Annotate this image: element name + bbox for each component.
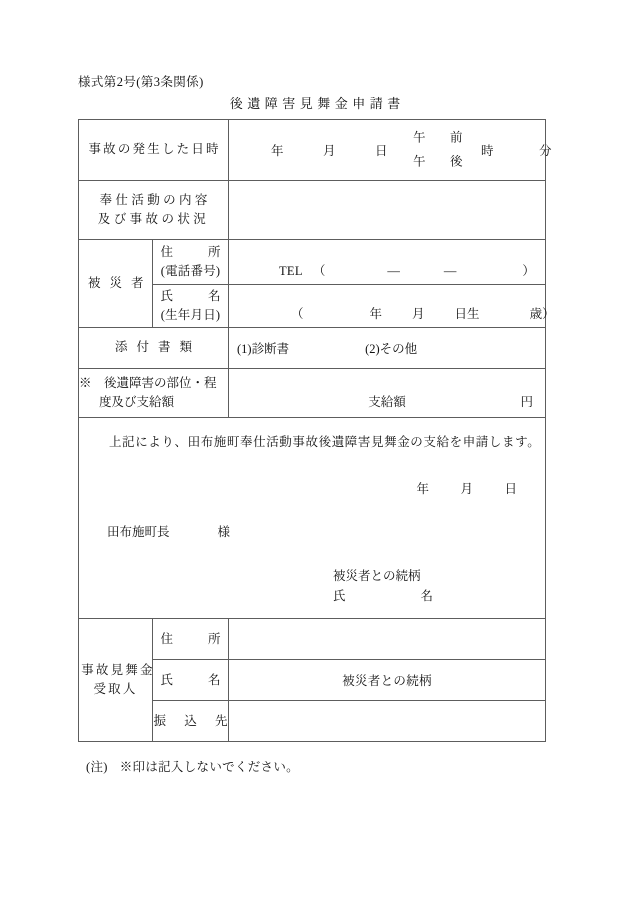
field-pm: 午 後	[413, 155, 469, 169]
birth-open-paren: （	[291, 307, 304, 321]
form-number: 様式第2号(第3条関係)	[78, 75, 204, 89]
value-attachments[interactable]	[229, 328, 546, 369]
label-activity	[79, 181, 229, 240]
label-activity-line2: 及び事故の状況	[97, 212, 210, 226]
application-form-table	[78, 119, 555, 742]
declaration-month: 月	[460, 482, 473, 496]
ampm-group	[407, 126, 469, 175]
table-row-accident-datetime	[79, 120, 546, 181]
declaration-year: 年	[416, 482, 429, 496]
table-row-activity	[79, 181, 546, 240]
footnote	[86, 757, 299, 775]
label-victim: 被災者	[79, 240, 153, 328]
value-payee-name[interactable]: 被災者との続柄	[229, 660, 546, 701]
label-address-line1: 住 所	[160, 245, 221, 260]
birth-month: 月	[412, 307, 425, 321]
tel-label: TEL	[279, 264, 303, 278]
label-disability-line1: ※ 後遺障害の部位・程	[79, 375, 217, 390]
page-title: 後遺障害見舞金申請書	[229, 96, 405, 111]
field-hour: 時	[481, 144, 494, 158]
declaration-text: 上記により、田布施町奉仕活動事故後遺障害見舞金の支給を申請します。	[109, 435, 541, 449]
declaration-block	[79, 418, 546, 619]
field-month: 月	[323, 144, 336, 158]
label-accident-datetime: 事故の発生した日時	[79, 120, 229, 181]
field-minute: 分	[539, 144, 552, 158]
table-row-victim-address	[79, 240, 546, 285]
declaration-signature-block[interactable]	[333, 566, 433, 606]
footnote-text: ※印は記入しないでください。	[119, 760, 299, 774]
birth-day: 日生	[454, 307, 480, 321]
label-victim-name	[153, 285, 229, 328]
declaration-date[interactable]	[416, 479, 517, 497]
value-disability[interactable]	[229, 369, 546, 418]
declaration-honorific: 様	[217, 525, 231, 539]
label-payee	[79, 619, 153, 742]
label-attachments: 添付書類	[79, 328, 229, 369]
label-payee-name: 氏 名	[153, 660, 229, 701]
attachment-item-1: (1)診断書	[237, 342, 290, 356]
table-row-disability	[79, 369, 546, 418]
label-disability	[79, 369, 229, 418]
declaration-name-label: 氏 名	[333, 589, 433, 603]
tel-dash-1: ―	[387, 264, 400, 278]
value-accident-datetime[interactable]	[229, 120, 552, 181]
value-victim-name[interactable]	[229, 285, 555, 328]
label-activity-line1: 奉仕活動の内容	[99, 192, 211, 207]
label-payee-line2: 受取人	[93, 682, 138, 696]
label-payee-bank: 振込先	[153, 701, 229, 742]
tel-open-paren: （	[312, 264, 326, 278]
amount-label: 支給額	[368, 395, 406, 409]
field-year: 年	[271, 144, 284, 158]
declaration-addressee: 田布施町長	[107, 525, 170, 539]
field-am: 午 前	[413, 130, 469, 145]
label-name-line1: 氏 名	[160, 289, 221, 304]
value-payee-address[interactable]	[229, 619, 546, 660]
tel-dash-2: ―	[443, 264, 457, 278]
attachment-item-2: (2)その他	[365, 342, 418, 356]
datetime-hm	[481, 141, 597, 159]
value-payee-bank[interactable]	[229, 701, 546, 742]
declaration-addressee-line	[107, 522, 230, 540]
table-row-payee-address	[79, 619, 546, 660]
declaration-day: 日	[504, 482, 517, 496]
birth-year: 年	[369, 307, 383, 321]
tel-close-paren: ）	[522, 264, 535, 278]
value-victim-address[interactable]	[229, 240, 546, 285]
label-payee-line1: 事故見舞金	[81, 662, 155, 677]
table-row-declaration	[79, 418, 546, 619]
label-disability-line2: 度及び支給額	[99, 395, 175, 409]
value-activity[interactable]	[229, 181, 546, 240]
declaration-relation-label: 被災者との続柄	[333, 569, 421, 583]
currency-unit: 円	[520, 395, 533, 409]
label-address-line2: (電話番号)	[160, 264, 221, 278]
label-victim-address	[153, 240, 229, 285]
birth-age: 歳）	[529, 307, 555, 321]
field-day: 日	[375, 144, 388, 158]
label-payee-address: 住 所	[153, 619, 229, 660]
label-name-line2: (生年月日)	[160, 308, 221, 322]
datetime-ymd	[271, 141, 427, 159]
table-row-attachments	[79, 328, 546, 369]
footnote-label: (注)	[86, 760, 108, 774]
